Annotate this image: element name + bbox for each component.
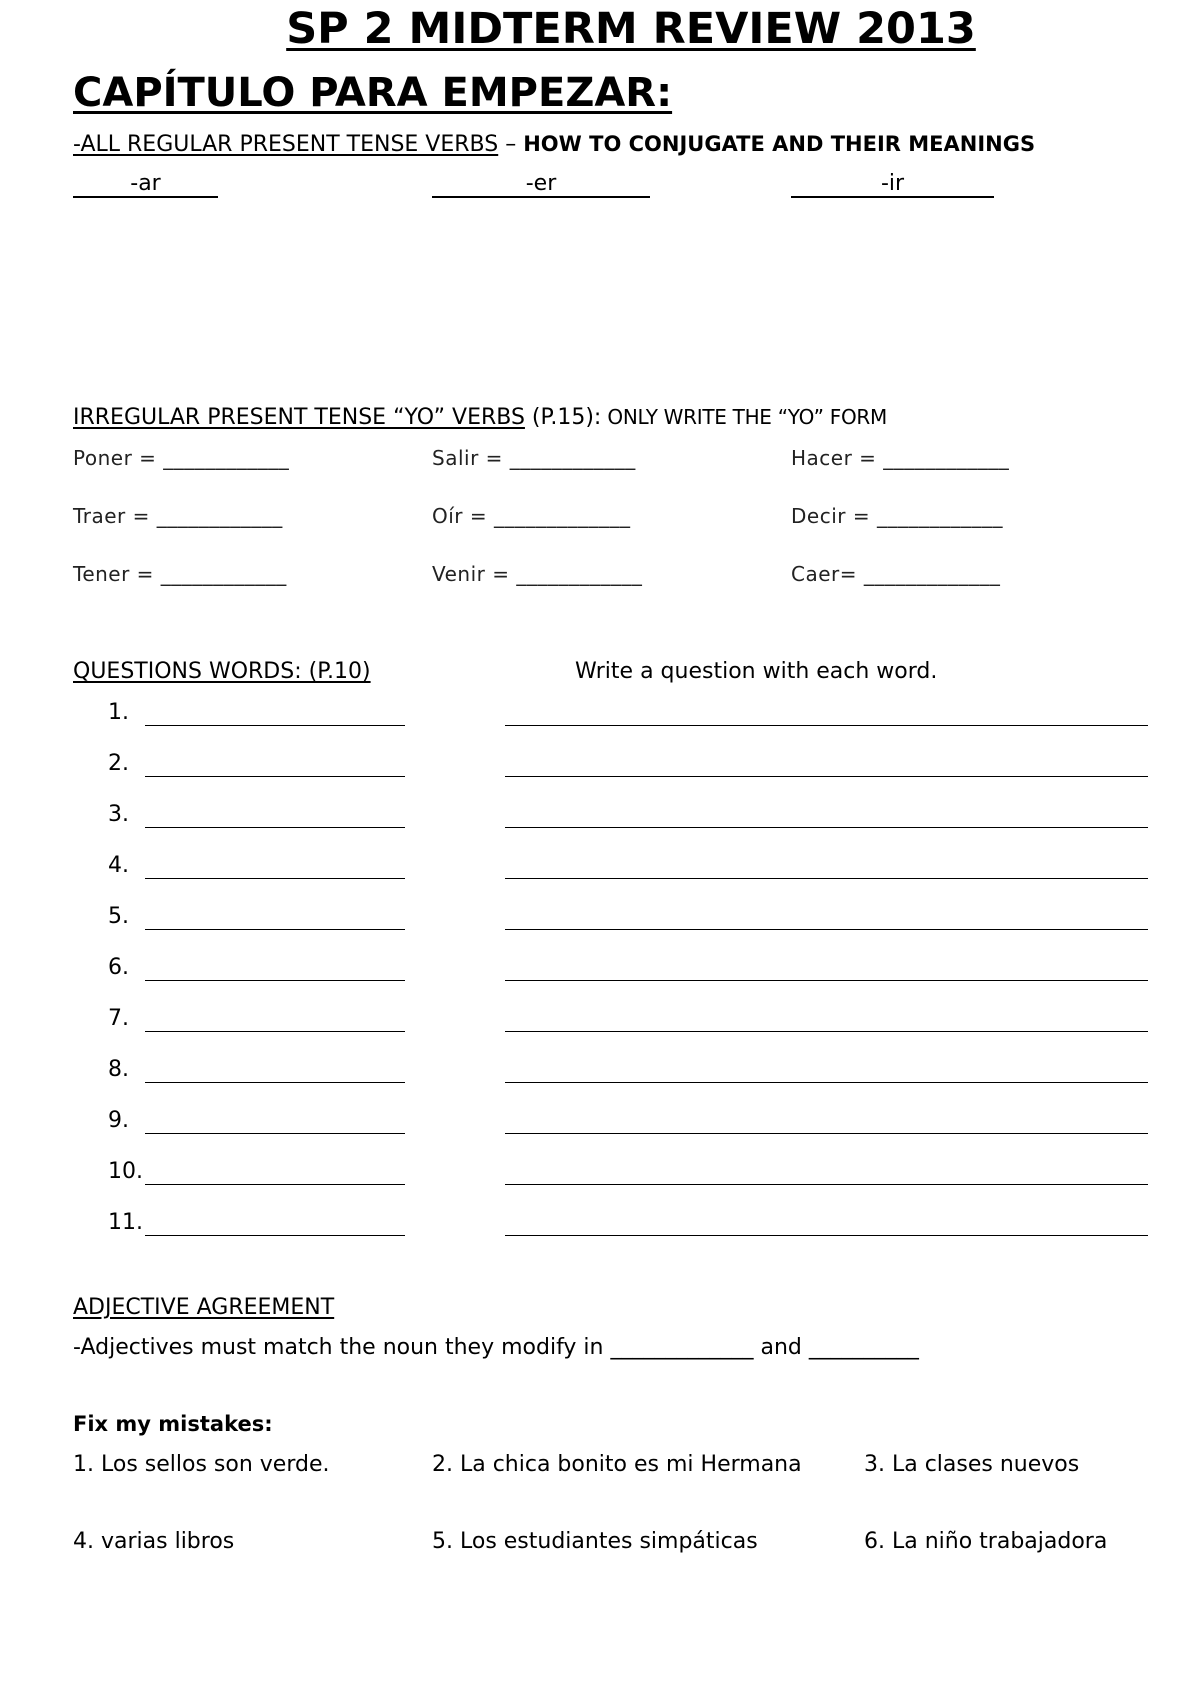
yo-item-caer[interactable]: Caer= _____________ [791,562,1001,586]
question-sentence-blank[interactable] [505,929,1148,930]
question-sentence-blank[interactable] [505,725,1148,726]
question-number: 3. [108,802,129,827]
fix-item-6: 6. La niño trabajadora [864,1529,1108,1554]
question-word-blank[interactable] [145,1235,405,1236]
yo-item-poner[interactable]: Poner = ____________ [73,446,290,470]
ending-er-header: -er [432,172,650,198]
yo-item-salir[interactable]: Salir = ____________ [432,446,636,470]
question-word-blank[interactable] [145,725,405,726]
question-number: 8. [108,1057,129,1082]
fix-item-3: 3. La clases nuevos [864,1452,1080,1477]
ending-ar-header: -ar [73,172,218,198]
question-sentence-blank[interactable] [505,980,1148,981]
question-sentence-blank[interactable] [505,1235,1148,1236]
chapter-heading: CAPÍTULO PARA EMPEZAR: [73,70,673,116]
question-instruction: Write a question with each word. [575,659,938,684]
question-word-blank[interactable] [145,929,405,930]
yo-item-tener[interactable]: Tener = ____________ [73,562,287,586]
question-word-blank[interactable] [145,1133,405,1134]
question-number: 9. [108,1108,129,1133]
question-sentence-blank[interactable] [505,1031,1148,1032]
irregular-page-ref: (P.15): [524,405,602,430]
question-words-heading: QUESTIONS WORDS: (P.10) [73,659,371,684]
question-sentence-blank[interactable] [505,1082,1148,1083]
fix-item-2: 2. La chica bonito es mi Hermana [432,1452,802,1477]
question-number: 2. [108,751,129,776]
regular-verbs-instruction: HOW TO CONJUGATE AND THEIR MEANINGS [523,132,1036,156]
question-number: 7. [108,1006,129,1031]
question-number: 1. [108,700,129,725]
question-sentence-blank[interactable] [505,827,1148,828]
regular-verbs-label: -ALL REGULAR PRESENT TENSE VERBS [73,132,499,157]
question-word-blank[interactable] [145,1031,405,1032]
question-word-blank[interactable] [145,1184,405,1185]
irregular-verbs-title: IRREGULAR PRESENT TENSE “YO” VERBS [73,405,525,430]
question-word-blank[interactable] [145,980,405,981]
regular-verbs-dash: – [498,132,524,157]
question-word-blank[interactable] [145,827,405,828]
question-number: 4. [108,853,129,878]
question-number: 5. [108,904,129,929]
fix-item-1: 1. Los sellos son verde. [73,1452,330,1477]
irregular-note: ONLY WRITE THE “YO” FORM [601,405,887,429]
yo-item-hacer[interactable]: Hacer = ____________ [791,446,1010,470]
question-number: 11. [108,1210,143,1235]
yo-item-decir[interactable]: Decir = ____________ [791,504,1003,528]
question-number: 10. [108,1159,143,1184]
ending-ir-header: -ir [791,172,994,198]
question-word-blank[interactable] [145,776,405,777]
fix-item-4: 4. varias libros [73,1529,235,1554]
question-sentence-blank[interactable] [505,1133,1148,1134]
question-word-blank[interactable] [145,878,405,879]
adjective-agreement-heading: ADJECTIVE AGREEMENT [73,1295,335,1320]
question-sentence-blank[interactable] [505,1184,1148,1185]
question-number: 6. [108,955,129,980]
yo-item-traer[interactable]: Traer = ____________ [73,504,283,528]
fix-mistakes-heading: Fix my mistakes: [73,1412,273,1436]
question-sentence-blank[interactable] [505,776,1148,777]
question-word-blank[interactable] [145,1082,405,1083]
adjective-rule[interactable]: -Adjectives must match the noun they modify in _____________ and __________ [73,1335,919,1360]
yo-item-oir[interactable]: Oír = _____________ [432,504,631,528]
regular-verbs-heading [73,132,1035,157]
question-sentence-blank[interactable] [505,878,1148,879]
page-title: SP 2 MIDTERM REVIEW 2013 [286,4,976,54]
irregular-verbs-heading [73,405,887,430]
yo-item-venir[interactable]: Venir = ____________ [432,562,643,586]
fix-item-5: 5. Los estudiantes simpáticas [432,1529,758,1554]
